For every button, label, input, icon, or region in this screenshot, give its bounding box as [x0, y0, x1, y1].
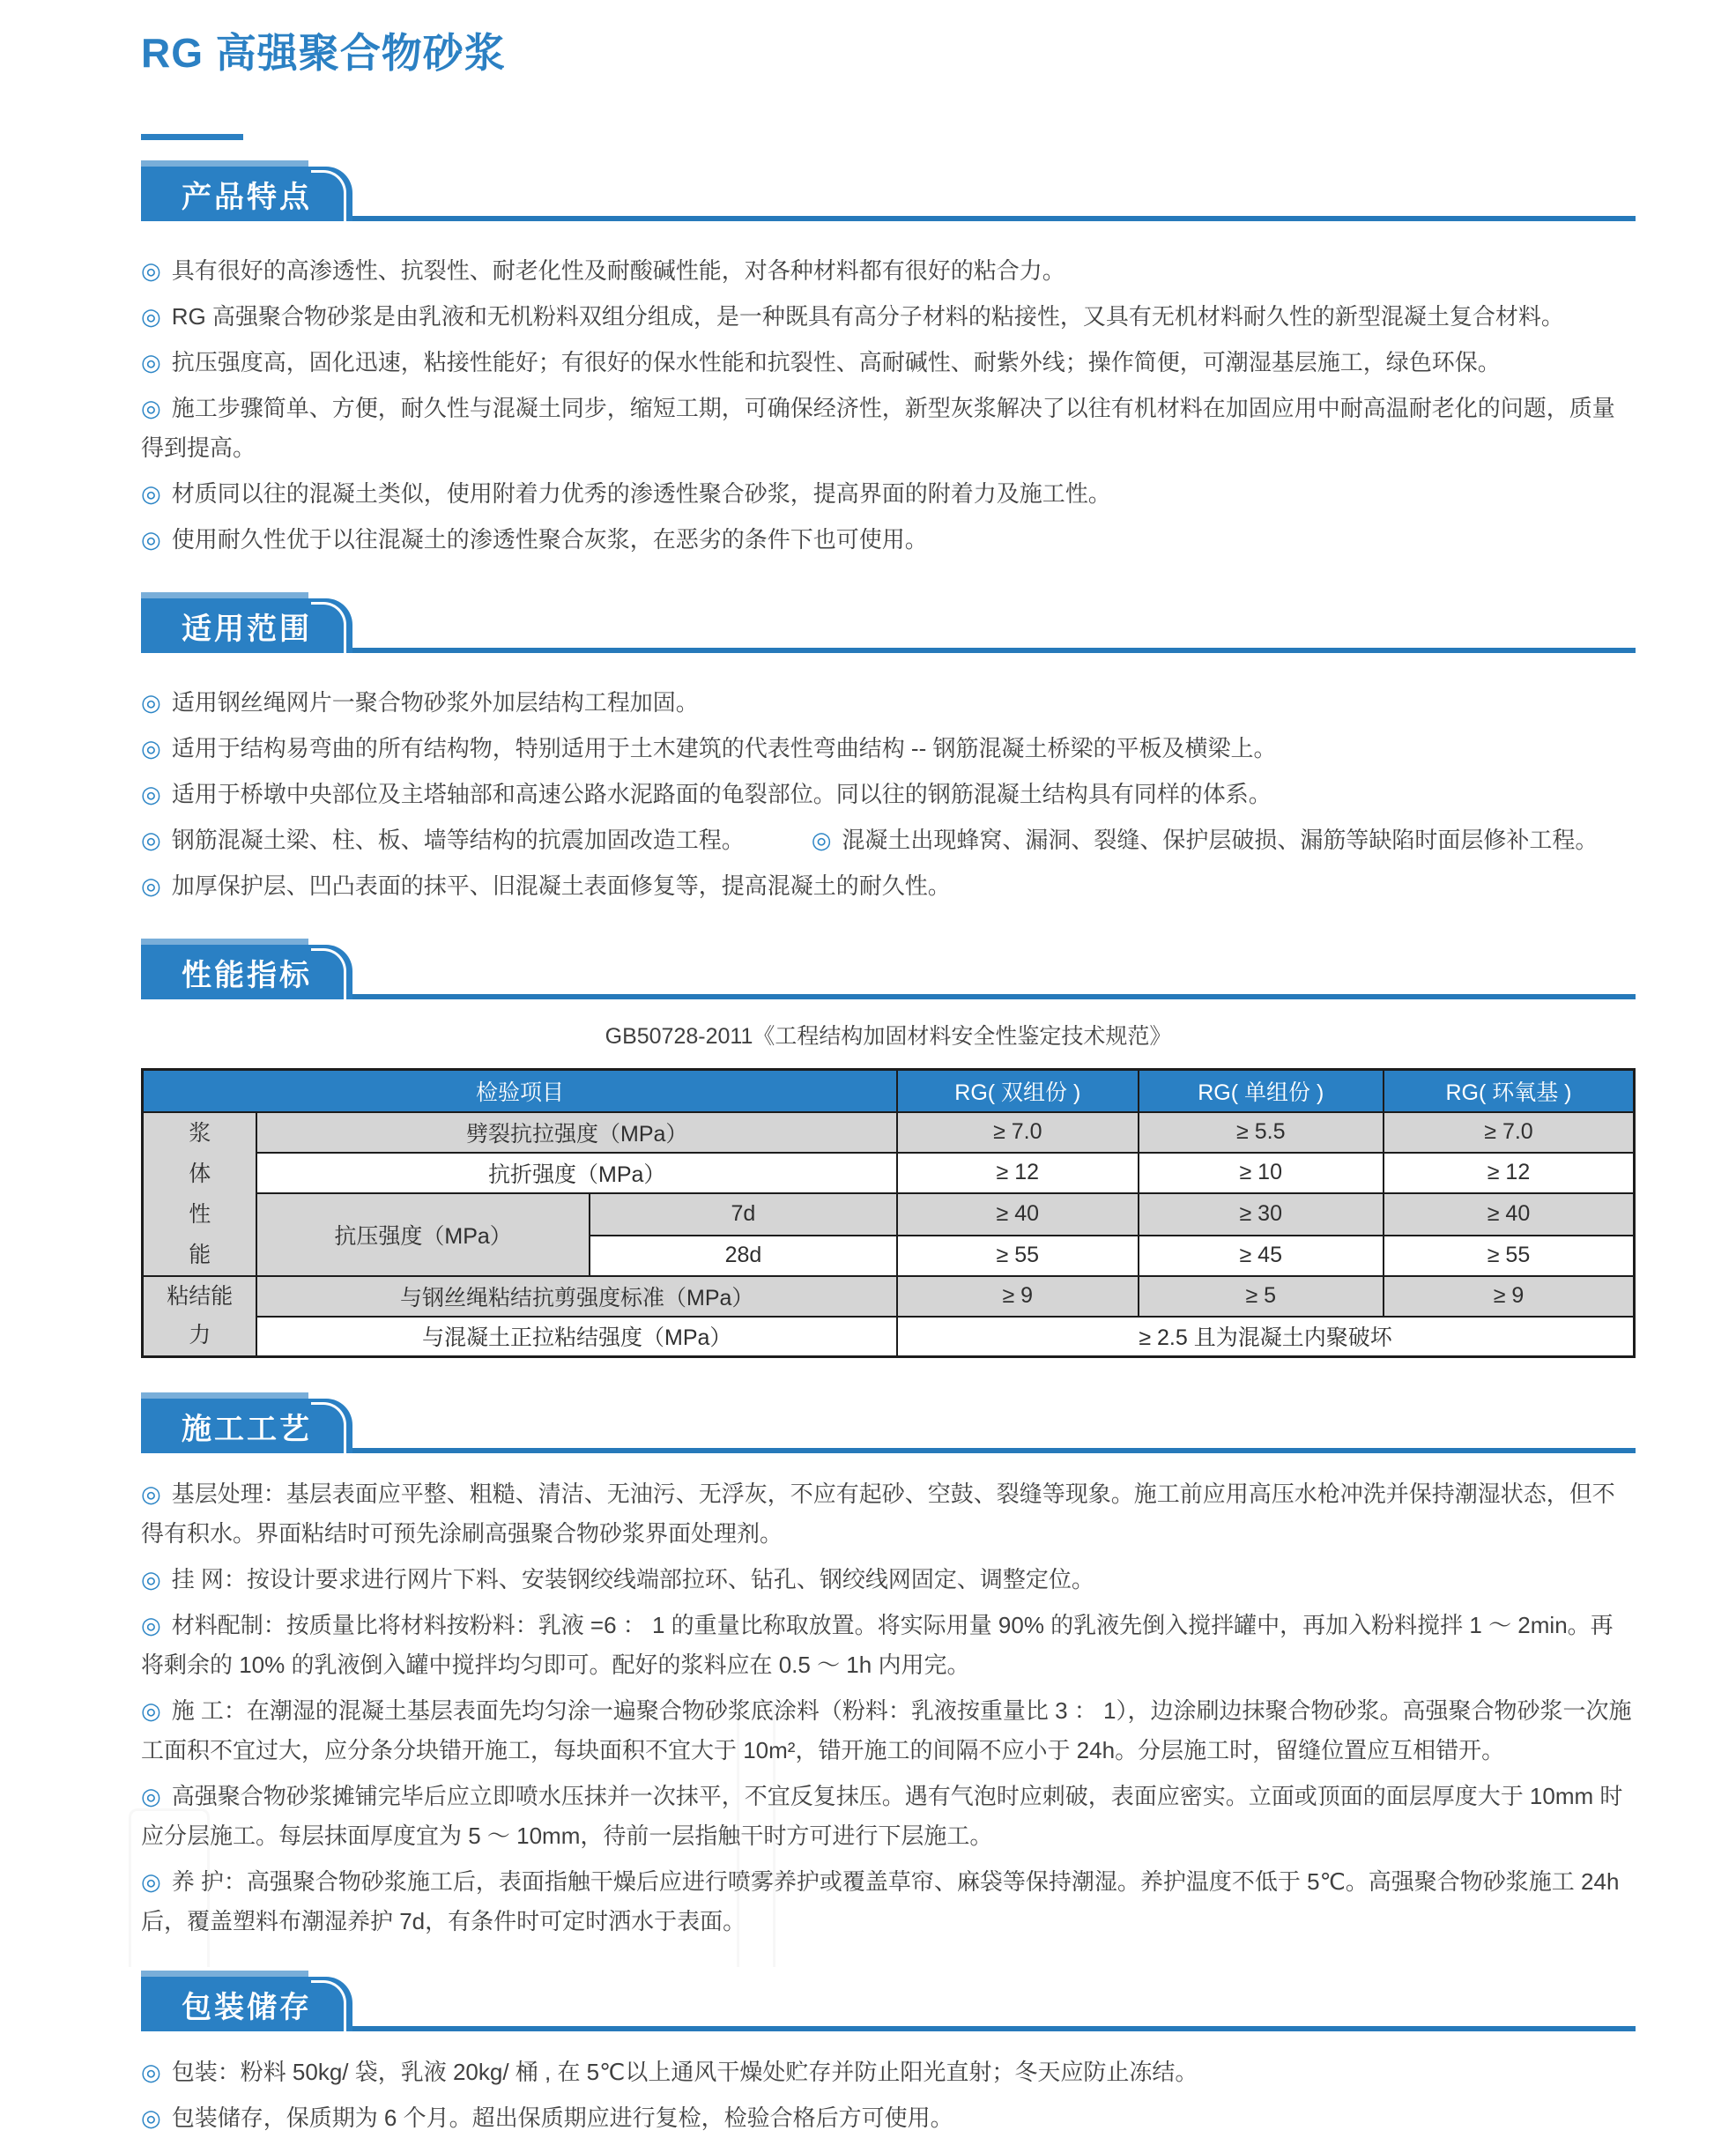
group-label-bond-capacity: 粘结能力 — [143, 1276, 257, 1357]
ring-bullet-icon: ◎ — [141, 1868, 161, 1895]
ring-bullet-icon: ◎ — [141, 2059, 161, 2085]
ring-bullet-icon: ◎ — [141, 1783, 161, 1809]
scope-text: 加厚保护层、凹凸表面的抹平、旧混凝土表面修复等，提高混凝土的耐久性。 — [171, 872, 951, 899]
row-label: 与钢丝绳粘结抗剪强度标准（MPa） — [256, 1276, 897, 1317]
section-performance-title: 性能指标 — [182, 958, 312, 992]
badge-arc-decoration — [311, 1980, 346, 2031]
list-item — [141, 1691, 1636, 1771]
list-item — [141, 683, 1636, 723]
cell-value: ≥ 5.5 — [1139, 1112, 1384, 1153]
performance-table — [141, 1068, 1636, 1358]
ring-bullet-icon: ◎ — [141, 2105, 161, 2131]
badge-highlight-strip — [141, 1392, 308, 1399]
cell-value: ≥ 55 — [1384, 1236, 1635, 1276]
ring-bullet-icon: ◎ — [141, 1566, 161, 1592]
feature-text: 使用耐久性优于以往混凝土的渗透性聚合灰浆，在恶劣的条件下也可使用。 — [171, 526, 928, 553]
col-header-item: 检验项目 — [143, 1070, 898, 1112]
list-item — [141, 1474, 1636, 1554]
section-packaging-title: 包装储存 — [182, 1990, 312, 2024]
cell-value-merged: ≥ 2.5 且为混凝土内聚破坏 — [897, 1317, 1634, 1357]
packaging-text: 包装储存，保质期为 6 个月。超出保质期应进行复检，检验合格后方可使用。 — [171, 2105, 953, 2131]
table-row — [143, 1112, 1635, 1153]
list-item — [141, 1862, 1636, 1941]
section-process-badge — [141, 1399, 352, 1453]
cell-value: ≥ 45 — [1139, 1236, 1384, 1276]
ring-bullet-icon: ◎ — [141, 735, 161, 761]
col-header-rg-two: RG( 双组份 ) — [897, 1070, 1138, 1112]
table-row — [143, 1193, 1635, 1236]
process-text: 施 工：在潮湿的混凝土基层表面先均匀涂一遍聚合物砂浆底涂料（粉料：乳液按重量比 3 ： 1），边涂刷边抹聚合物砂浆。高强聚合物砂浆一次施工面积不宜过大，应分条分块错开施工，每块面积不宜大于 10m²，错开施工的间隔不应小于 24h。分层施工时，留缝位置应互相错开。 — [141, 1697, 1632, 1763]
process-text: 材料配制：按质量比将材料按粉料：乳液 =6 ： 1 的重量比称取放置。将实际用量 90% 的乳液先倒入搅拌罐中，再加入粉料搅拌 1 ～ 2min。再将剩余的 10% 的乳液倒入罐中搅拌均匀即可。配好的浆料应在 0.5 ～ 1h 内用完。 — [141, 1612, 1614, 1678]
process-text: 养 护：高强聚合物砂浆施工后，表面指触干燥后应进行喷雾养护或覆盖草帘、麻袋等保持潮湿。养护温度不低于 5℃。高强聚合物砂浆施工 24h 后，覆盖塑料布潮湿养护 7d，有条件时可定时洒水于表面。 — [141, 1868, 1620, 1934]
list-item — [141, 775, 1636, 814]
section-packaging-header — [141, 1977, 1636, 2031]
section-features-header — [141, 167, 1636, 221]
cell-value: ≥ 5 — [1139, 1276, 1384, 1317]
section-scope-badge — [141, 598, 352, 653]
scope-text: 钢筋混凝土梁、柱、板、墙等结构的抗震加固改造工程。 — [171, 827, 745, 853]
ring-bullet-icon: ◎ — [141, 872, 161, 899]
features-list — [141, 251, 1636, 560]
sub-row-label: 7d — [590, 1193, 897, 1236]
list-item — [141, 297, 1636, 337]
section-performance-badge — [141, 945, 352, 999]
list-item — [141, 729, 1636, 768]
list-item — [141, 520, 1636, 560]
ring-bullet-icon: ◎ — [141, 781, 161, 807]
sub-row-label: 28d — [590, 1236, 897, 1276]
table-row — [143, 1276, 1635, 1317]
packaging-text: 包装：粉料 50kg/ 袋，乳液 20kg/ 桶 , 在 5℃以上通风干燥处贮存并防止阳光直射；冬天应防止冻结。 — [171, 2059, 1198, 2085]
watermark-bottle-outline — [129, 1808, 210, 1967]
ring-bullet-icon: ◎ — [141, 480, 161, 507]
ring-bullet-icon: ◎ — [141, 689, 161, 716]
cell-value: ≥ 12 — [897, 1153, 1138, 1193]
ring-bullet-icon: ◎ — [141, 303, 161, 330]
feature-text: 材质同以往的混凝土类似，使用附着力优秀的渗透性聚合砂浆，提高界面的附着力及施工性。 — [171, 480, 1111, 507]
badge-highlight-strip — [141, 939, 308, 945]
section-packaging-badge — [141, 1977, 352, 2031]
row-label: 与混凝土正拉粘结强度（MPa） — [256, 1317, 897, 1357]
section-features-title: 产品特点 — [182, 180, 312, 214]
scope-text: 适用于结构易弯曲的所有结构物，特别适用于土木建筑的代表性弯曲结构 -- 钢筋混凝土桥梁的平板及横梁上。 — [171, 735, 1277, 761]
cell-value: ≥ 10 — [1139, 1153, 1384, 1193]
list-item — [141, 343, 1636, 382]
badge-arc-decoration — [311, 602, 346, 653]
section-rule — [141, 648, 1636, 653]
list-item — [141, 866, 1636, 906]
scope-text: 适用于桥墩中央部位及主塔轴部和高速公路水泥路面的龟裂部位。同以往的钢筋混凝土结构具有同样的体系。 — [171, 781, 1272, 807]
packaging-list — [141, 2053, 1636, 2138]
ring-bullet-icon: ◎ — [141, 526, 161, 553]
process-text: 基层处理：基层表面应平整、粗糙、清洁、无油污、无浮灰，不应有起砂、空鼓、裂缝等现象。施工前应用高压水枪冲洗并保持潮湿状态，但不得有积水。界面粘结时可预先涂刷高强聚合物砂浆界面处理剂。 — [141, 1481, 1615, 1547]
badge-highlight-strip — [141, 160, 308, 167]
ring-bullet-icon: ◎ — [811, 827, 832, 853]
process-text: 高强聚合物砂浆摊铺完毕后应立即喷水压抹并一次抹平，不宜反复抹压。遇有气泡时应刺破，表面应密实。立面或顶面的面层厚度大于 10mm 时应分层施工。每层抹面厚度宜为 5 ～ 10mm，待前一层指触干时方可进行下层施工。 — [141, 1783, 1623, 1849]
section-process-header — [141, 1399, 1636, 1453]
list-item — [141, 1560, 1636, 1600]
col-header-rg-one: RG( 单组份 ) — [1139, 1070, 1384, 1112]
ring-bullet-icon: ◎ — [141, 349, 161, 375]
ring-bullet-icon: ◎ — [141, 827, 161, 853]
badge-highlight-strip — [141, 1971, 308, 1977]
cell-value: ≥ 30 — [1139, 1193, 1384, 1236]
scope-text: 混凝土出现蜂窝、漏洞、裂缝、保护层破损、漏筋等缺陷时面层修补工程。 — [842, 827, 1599, 853]
badge-arc-decoration — [311, 1402, 346, 1453]
row-label: 抗折强度（MPa） — [256, 1153, 897, 1193]
section-process-title: 施工工艺 — [182, 1412, 312, 1446]
list-item — [141, 2098, 1636, 2138]
list-item — [141, 1606, 1636, 1685]
list-item — [141, 389, 1636, 468]
page-title: RG 高强聚合物砂浆 — [141, 30, 506, 76]
section-rule — [141, 216, 1636, 221]
feature-text: 具有很好的高渗透性、抗裂性、耐老化性及耐酸碱性能，对各种材料都有很好的粘合力。 — [171, 257, 1065, 284]
process-list — [141, 1474, 1636, 1941]
scope-list — [141, 683, 1636, 906]
list-item — [141, 1777, 1636, 1856]
table-row — [143, 1317, 1635, 1357]
table-row — [143, 1153, 1635, 1193]
section-scope-header — [141, 598, 1636, 653]
watermark-bottle-outline — [737, 1703, 775, 1967]
badge-highlight-strip — [141, 592, 308, 598]
cell-value: ≥ 9 — [1384, 1276, 1635, 1317]
cell-value: ≥ 7.0 — [897, 1112, 1138, 1153]
ring-bullet-icon: ◎ — [141, 1612, 161, 1638]
list-item — [141, 2053, 1636, 2092]
cell-value: ≥ 12 — [1384, 1153, 1635, 1193]
section-scope-title: 适用范围 — [182, 612, 312, 646]
section-rule — [141, 994, 1636, 999]
feature-text: 抗压强度高，固化迅速，粘接性能好；有很好的保水性能和抗裂性、高耐碱性、耐紫外线；操作简便，可潮湿基层施工，绿色环保。 — [171, 349, 1501, 375]
ring-bullet-icon: ◎ — [141, 1697, 161, 1724]
cell-value: ≥ 40 — [1384, 1193, 1635, 1236]
group-label-paste-performance: 浆体性能 — [143, 1112, 257, 1276]
section-performance-header — [141, 945, 1636, 999]
row-label-compressive: 抗压强度（MPa） — [256, 1193, 589, 1276]
feature-text: 施工步骤简单、方便，耐久性与混凝土同步，缩短工期，可确保经济性，新型灰浆解决了以往有机材料在加固应用中耐高温耐老化的问题，质量得到提高。 — [141, 395, 1615, 461]
scope-text: 适用钢丝绳网片一聚合物砂浆外加层结构工程加固。 — [171, 689, 699, 716]
cell-value: ≥ 55 — [897, 1236, 1138, 1276]
ring-bullet-icon: ◎ — [141, 1481, 161, 1507]
process-text: 挂 网：按设计要求进行网片下料、安装钢绞线端部拉环、钻孔、钢绞线网固定、调整定位。 — [171, 1566, 1094, 1592]
cell-value: ≥ 40 — [897, 1193, 1138, 1236]
list-item — [141, 251, 1636, 291]
list-item-pair — [141, 820, 1636, 860]
table-caption: GB50728-2011《工程结构加固材料安全性鉴定技术规范》 — [605, 1024, 1172, 1049]
section-features-badge — [141, 167, 352, 221]
section-rule — [141, 1448, 1636, 1453]
cell-value: ≥ 9 — [897, 1276, 1138, 1317]
feature-text: RG 高强聚合物砂浆是由乳液和无机粉料双组分组成，是一种既具有高分子材料的粘接性，又具有无机材料耐久性的新型混凝土复合材料。 — [171, 303, 1564, 330]
cell-value: ≥ 7.0 — [1384, 1112, 1635, 1153]
ring-bullet-icon: ◎ — [141, 257, 161, 284]
badge-arc-decoration — [311, 170, 346, 221]
ring-bullet-icon: ◎ — [141, 395, 161, 421]
row-label: 劈裂抗拉强度（MPa） — [256, 1112, 897, 1153]
col-header-rg-epoxy: RG( 环氧基 ) — [1384, 1070, 1635, 1112]
badge-arc-decoration — [311, 948, 346, 999]
table-header-row — [143, 1070, 1635, 1112]
list-item — [141, 474, 1636, 514]
title-underline — [141, 134, 243, 140]
section-rule — [141, 2026, 1636, 2031]
